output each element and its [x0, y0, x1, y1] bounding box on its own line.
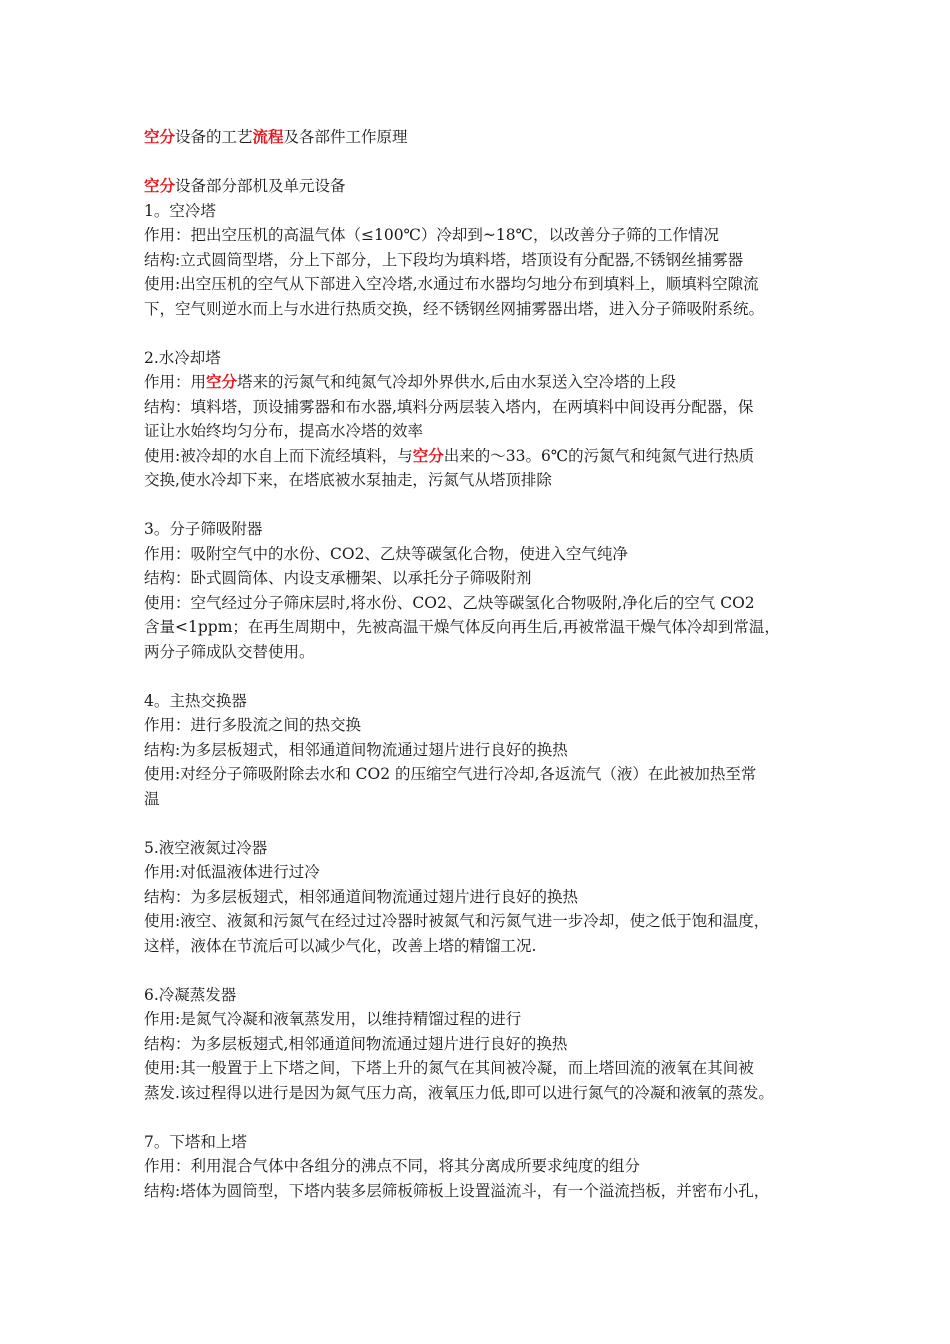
text-run: 作用：利用混合气体中各组分的沸点不同，将其分离成所要求纯度的组分 [144, 1157, 641, 1175]
blank-line [144, 1105, 816, 1130]
text-line [144, 713, 816, 738]
text-line [144, 248, 816, 273]
text-line [144, 934, 816, 959]
text-line [144, 174, 816, 199]
text-run: 两分子筛成队交替使用。 [144, 642, 315, 661]
text-run: 7。下塔和上塔 [144, 1132, 247, 1151]
text-run: 2.水冷却塔 [144, 348, 221, 367]
text-line [144, 762, 816, 787]
text-run: 结构:塔体为圆筒型，下塔内装多层筛板筛板上设置溢流斗，有一个溢流挡板，并密布小孔， [144, 1181, 770, 1200]
text-line [144, 542, 816, 567]
text-line [144, 1154, 816, 1179]
text-line [144, 346, 816, 371]
text-run: 温 [144, 789, 160, 808]
text-line [144, 640, 816, 665]
text-run: 作用：把出空压机的高温气体（≤100℃）冷却到~18℃，以改善分子筛的工作情况 [144, 226, 719, 244]
text-run: 1。空冷塔 [144, 201, 216, 220]
text-line [144, 297, 816, 322]
text-line [144, 1032, 816, 1057]
text-run: 作用：吸附空气中的水份、CO2、乙炔等碳氢化合物，使进入空气纯净 [144, 544, 628, 563]
text-line [144, 370, 816, 395]
text-line [144, 738, 816, 763]
text-line [144, 1130, 816, 1155]
text-run: 6.冷凝蒸发器 [144, 985, 237, 1004]
highlighted-term: 空分 [144, 176, 176, 195]
text-run: 设备的工艺 [175, 128, 253, 146]
blank-line [144, 811, 816, 836]
text-run: 使用:出空压机的空气从下部进入空冷塔,水通过布水器均匀地分布到填料上，顺填料空隙流 [144, 275, 759, 293]
text-run: 下，空气则逆水而上与水进行热质交换，经不锈钢丝网捕雾器出塔，进入分子筛吸附系统。 [144, 299, 765, 318]
text-run: 使用:其一般置于上下塔之间，下塔上升的氮气在其间被冷凝，而上塔回流的液氧在其间被 [144, 1059, 754, 1077]
text-run: 出来的～33。6℃的污氮气和纯氮气进行热质 [443, 446, 755, 465]
text-run: 作用：用 [144, 373, 207, 391]
text-run: 塔来的污氮气和纯氮气冷却外界供水,后由水泵送入空冷塔的上段 [237, 373, 676, 391]
blank-line [144, 958, 816, 983]
text-run: 结构：为多层板翅式,相邻通道间物流通过翅片进行良好的换热 [144, 1034, 568, 1053]
text-run: 设备部分部机及单元设备 [175, 177, 346, 195]
text-run: 结构：填料塔，顶设捕雾器和布水器,填料分两层装入塔内，在两填料中间设再分配器，保 [144, 397, 754, 416]
text-run: 证让水始终均匀分布，提高水冷塔的效率 [144, 422, 424, 440]
text-line [144, 591, 816, 616]
text-run: 结构:为多层板翅式，相邻通道间物流通过翅片进行良好的换热 [144, 740, 568, 759]
text-run: 4。主热交换器 [144, 691, 247, 710]
text-line [144, 787, 816, 812]
text-line [144, 272, 816, 297]
text-line [144, 419, 816, 444]
blank-line [144, 321, 816, 346]
document-title [144, 125, 408, 149]
text-line [144, 1081, 816, 1106]
text-line [144, 860, 816, 885]
text-run: 交换,使水冷却下来，在塔底被水泵抽走，污氮气从塔顶排除 [144, 471, 552, 489]
text-line [144, 836, 816, 861]
text-run: 结构：为多层板翅式，相邻通道间物流通过翅片进行良好的换热 [144, 887, 579, 906]
text-line [144, 1007, 816, 1032]
text-run: 使用:液空、液氮和污氮气在经过过冷器时被氮气和污氮气进一步冷却，使之低于饱和温度， [144, 912, 770, 930]
text-line [144, 689, 816, 714]
text-line [144, 199, 816, 224]
text-line [144, 566, 816, 591]
text-run: 作用：进行多股流之间的热交换 [144, 716, 362, 734]
text-run: 使用:对经分子筛吸附除去水和 CO2 的压缩空气进行冷却,各返流气（液）在此被加热至常 [144, 765, 757, 783]
blank-line [144, 664, 816, 689]
text-run: 3。分子筛吸附器 [144, 520, 263, 538]
text-run: 蒸发.该过程得以进行是因为氮气压力高，液氧压力低,即可以进行氮气的冷凝和液氧的蒸发。 [144, 1083, 774, 1102]
text-run: 这样，液体在节流后可以减少气化，改善上塔的精馏工况. [144, 936, 537, 955]
text-line [144, 909, 816, 934]
highlighted-term: 空分 [206, 372, 238, 391]
text-line [144, 1179, 816, 1204]
text-line [144, 885, 816, 910]
text-run: 结构：卧式圆筒体、内设支承栅架、以承托分子筛吸附剂 [144, 569, 532, 587]
text-run: 使用：空气经过分子筛床层时,将水份、CO2、乙炔等碳氢化合物吸附,净化后的空气 CO2 [144, 593, 755, 612]
text-run: 使用:被冷却的水自上而下流经填料，与 [144, 446, 413, 465]
text-run: 作用:是氮气冷凝和液氧蒸发用，以维持精馏过程的进行 [144, 1010, 522, 1028]
highlighted-term: 空分 [412, 445, 444, 465]
text-line [144, 517, 816, 542]
text-line [144, 983, 816, 1008]
text-line [144, 223, 816, 248]
highlighted-term: 空分 [144, 127, 176, 146]
text-run: 含量<1ppm；在再生周期中，先被高温干燥气体反向再生后,再被常温干燥气体冷却到常温， [144, 618, 780, 636]
text-run: 作用:对低温液体进行过冷 [144, 863, 320, 881]
text-line [144, 468, 816, 493]
text-line [144, 1056, 816, 1081]
blank-line [144, 493, 816, 518]
text-run: 及各部件工作原理 [283, 128, 408, 146]
highlighted-term: 流程 [252, 127, 284, 146]
text-run: 结构:立式圆筒型塔，分上下部分，上下段均为填料塔，塔顶设有分配器,不锈钢丝捕雾器 [144, 250, 744, 269]
text-line [144, 615, 816, 640]
text-run: 5.液空液氮过冷器 [144, 838, 268, 857]
text-line [144, 444, 816, 469]
text-line [144, 395, 816, 420]
document-body [144, 174, 816, 1203]
